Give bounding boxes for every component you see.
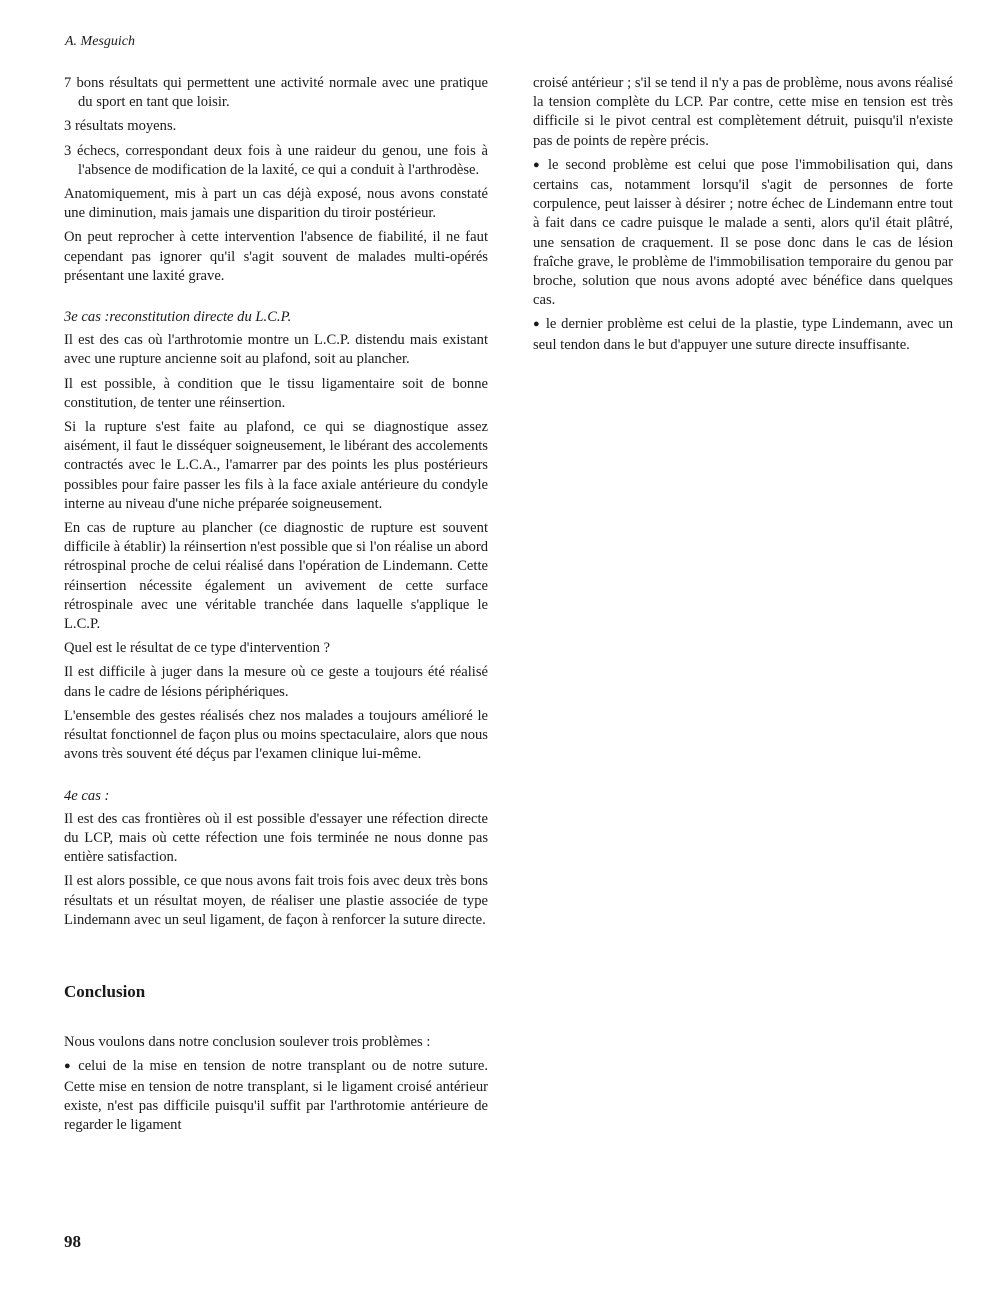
conclusion-continuation: croisé antérieur ; s'il se tend il n'y a pas de problème, nous avons réalisé la tension complète du LCP. Par contre, cette mise en tension est très difficile si le pivot central est complètement détruit, puisqu'il n'existe pas de points de repère précis. — [533, 75, 953, 149]
conclusion-heading: Conclusion — [64, 981, 146, 1001]
case3-paragraph: L'ensemble des gestes réalisés chez nos malades a toujours amélioré le résultat fonctionnel de façon plus ou moins spectaculaire, alors que nous avons très souvent été déçus par l'examen clinique lui-même. — [64, 707, 488, 763]
bullet-icon: ● — [533, 318, 541, 331]
right-column — [533, 74, 953, 360]
case3-paragraph: Quel est le résultat de ce type d'intervention ? — [64, 640, 331, 657]
result-failures: 3 échecs, correspondant deux fois à une raideur du genou, une fois à l'absence de modification de la laxité, ce qui a conduit à l'arthrodèse. — [64, 142, 488, 178]
case4-paragraph: Il est des cas frontières où il est possible d'essayer une réfection directe du LCP, mais où cette réfection une fois terminée ne nous donne pas entière satisfaction. — [64, 810, 488, 866]
case3-paragraph: Il est difficile à juger dans la mesure où ce geste a toujours été réalisé dans le cadre de lésions périphériques. — [64, 664, 488, 700]
case4-paragraph: Il est alors possible, ce que nous avons fait trois fois avec deux très bons résultats et un résultat moyen, de réaliser une plastie associée de type Lindemann avec un seul ligament, de façon à renforcer la suture directe. — [64, 873, 488, 928]
case3-paragraph: Si la rupture s'est faite au plafond, ce qui se diagnostique assez aisément, il faut le disséquer soigneusement, le libérant des accolements contractés avec le L.C.A., l'amarrer par des points les plus postérieurs possibles pour faire passer les fils à la face axiale antérieure du condyle interne au niveau d'une niche préparée soigneusement. — [64, 419, 488, 512]
paragraph-anatomique: Anatomiquement, mis à part un cas déjà exposé, nous avons constaté une diminution, mais jamais une disparition du tiroir postérieur. — [64, 186, 488, 222]
conclusion-bullet-2 — [533, 156, 953, 311]
case3-heading: 3e cas :reconstitution directe du L.C.P. — [64, 309, 292, 326]
case3-paragraph: En cas de rupture au plancher (ce diagnostic de rupture est souvent difficile à établir) la réinsertion n'est possible que si l'on réalise un abord rétrospinal proche de celui réalisé dans l'opération de Lindemann. Cette réinsertion nécessite également un avivement de cette surface rétrospinale avec une véritable tranchée dans laquelle s'applique le L.C.P. — [64, 520, 488, 633]
bullet-icon: ● — [64, 1060, 74, 1073]
conclusion-bullet-3 — [533, 315, 953, 354]
case3-paragraph: Il est possible, à condition que le tissu ligamentaire soit de bonne constitution, de tenter une réinsertion. — [64, 375, 488, 411]
case4-heading: 4e cas : — [64, 787, 110, 804]
left-column — [64, 74, 488, 1140]
result-medium: 3 résultats moyens. — [64, 118, 177, 135]
paragraph-reprocher: On peut reprocher à cette intervention l'absence de fiabilité, il ne faut cependant pas ignorer qu'il s'agit souvent de malades multi-opérés présentant une laxité grave. — [64, 229, 488, 284]
page-number: 98 — [64, 1232, 81, 1251]
conclusion-intro: Nous voulons dans notre conclusion soulever trois problèmes : — [64, 1034, 431, 1051]
conclusion-bullet-1 — [64, 1057, 488, 1135]
bullet-text: le second problème est celui que pose l'immobilisation qui, dans certains cas, notamment lorsqu'il s'agit de personnes de forte corpulence, peut laisser à désirer ; notre échec de Lindemann entre tout à fait dans ce cadre puisque le malade a senti, alors qu'il était plâtré, une sensation de craquement. Il se pose donc dans le cas de lésion fraîche grave, le problème de l'immobilisation temporaire du genou par broche, solution que nous avons adopté avec bénéfice dans quelques cas. — [533, 156, 953, 309]
bullet-text: le dernier problème est celui de la plastie, type Lindemann, avec un seul tendon dans le but d'appuyer une suture directe insuffisante. — [533, 316, 953, 353]
result-good: 7 bons résultats qui permettent une activité normale avec une pratique du sport en tant que loisir. — [64, 75, 488, 111]
bullet-icon: ● — [533, 158, 543, 171]
case3-paragraph: Il est des cas où l'arthrotomie montre un L.C.P. distendu mais existant avec une rupture ancienne soit au plafond, soit au plancher. — [64, 332, 488, 368]
running-head: A. Mesguich — [65, 34, 135, 49]
bullet-text: celui de la mise en tension de notre transplant ou de notre suture. Cette mise en tension de notre transplant, si le ligament croisé antérieur existe, n'est pas difficile puisqu'il suffit par l'arthrotomie antérieure de regarder le ligament — [64, 1058, 488, 1133]
